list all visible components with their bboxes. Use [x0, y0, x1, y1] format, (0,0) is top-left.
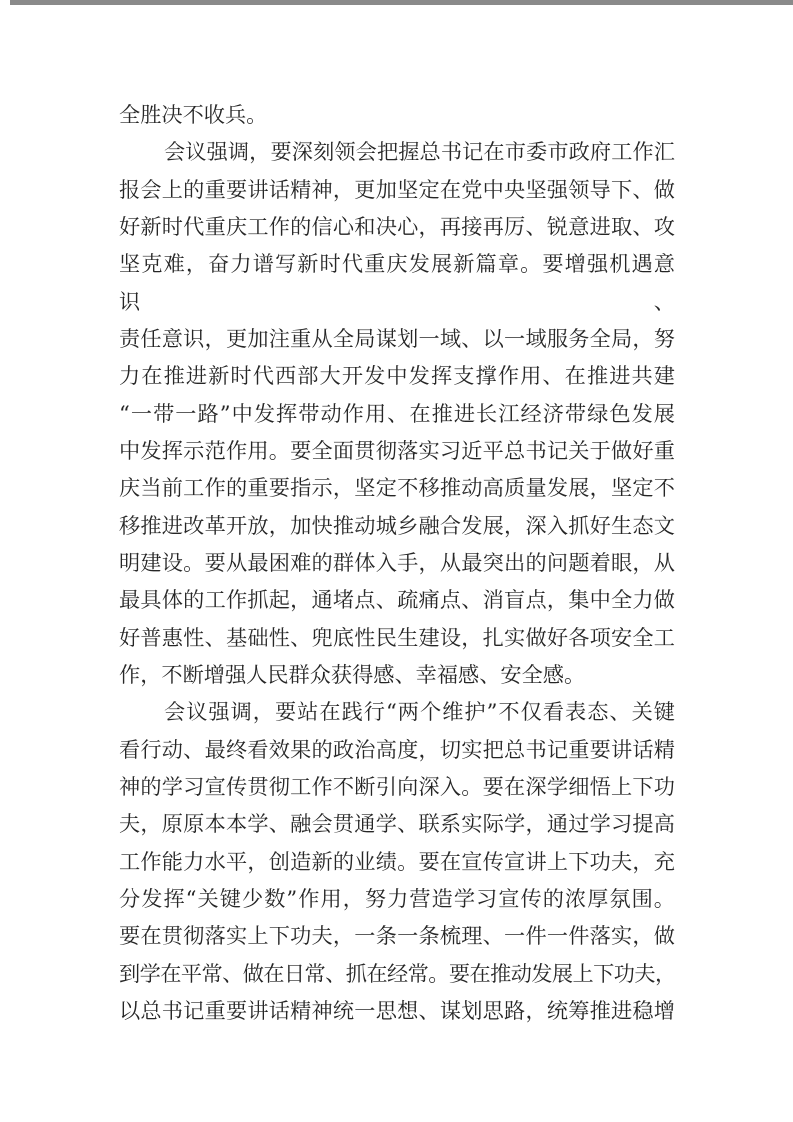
text-line: 看行动、最终看效果的政治高度，切实把总书记重要讲话精: [119, 736, 675, 762]
text-line: 好新时代重庆工作的信心和决心，再接再厉、锐意进取、攻: [119, 213, 675, 239]
text-line: 报会上的重要讲话精神，更加坚定在党中央坚强领导下、做: [119, 176, 675, 202]
text-line: 最具体的工作抓起，通堵点、疏痛点、消盲点，集中全力做: [119, 587, 675, 613]
page-top-edge-shadow: [10, 0, 793, 5]
text-line: 责任意识，更加注重从全局谋划一域、以一域服务全局，努: [119, 325, 675, 351]
text-line: 中发挥示范作用。要全面贯彻落实习近平总书记关于做好重: [119, 437, 675, 463]
text-line: 好普惠性、基础性、兜底性民生建设，扎实做好各项安全工: [119, 624, 675, 650]
text-line: 神的学习宣传贯彻工作不断引向深入。要在深学细悟上下功: [119, 773, 675, 799]
text-line: 坚克难，奋力谱写新时代重庆发展新篇章。要增强机遇意识、: [119, 251, 675, 314]
text-line: 会议强调，要站在践行“两个维护”不仅看表态、关键: [164, 699, 675, 725]
text-line: 移推进改革开放，加快推动城乡融合发展，深入抓好生态文: [119, 512, 675, 538]
text-line: 会议强调，要深刻领会把握总书记在市委市政府工作汇: [164, 139, 675, 165]
text-line: 明建设。要从最困难的群体入手，从最突出的问题着眼，从: [119, 549, 675, 575]
text-line: “一带一路”中发挥带动作用、在推进长江经济带绿色发展: [119, 400, 675, 426]
text-line: 力在推进新时代西部大开发中发挥支撑作用、在推进共建: [119, 363, 675, 389]
text-line: 夫，原原本本学、融会贯通学、联系实际学，通过学习提高: [119, 811, 675, 837]
text-line: 到学在平常、做在日常、抓在经常。要在推动发展上下功夫，: [119, 960, 675, 986]
text-line: 庆当前工作的重要指示，坚定不移推动高质量发展，坚定不: [119, 475, 675, 501]
text-line: 全胜决不收兵。: [119, 102, 268, 127]
document-body: [119, 96, 675, 1029]
text-line: 以总书记重要讲话精神统一思想、谋划思路，统筹推进稳增: [119, 997, 675, 1023]
text-line: 分发挥“关键少数”作用，努力营造学习宣传的浓厚氛围。: [119, 885, 675, 911]
text-line: 工作能力水平，创造新的业绩。要在宣传宣讲上下功夫，充: [119, 848, 675, 874]
text-line: 要在贯彻落实上下功夫，一条一条梳理、一件一件落实，做: [119, 923, 675, 949]
text-line: 作，不断增强人民群众获得感、幸福感、安全感。: [119, 661, 586, 687]
